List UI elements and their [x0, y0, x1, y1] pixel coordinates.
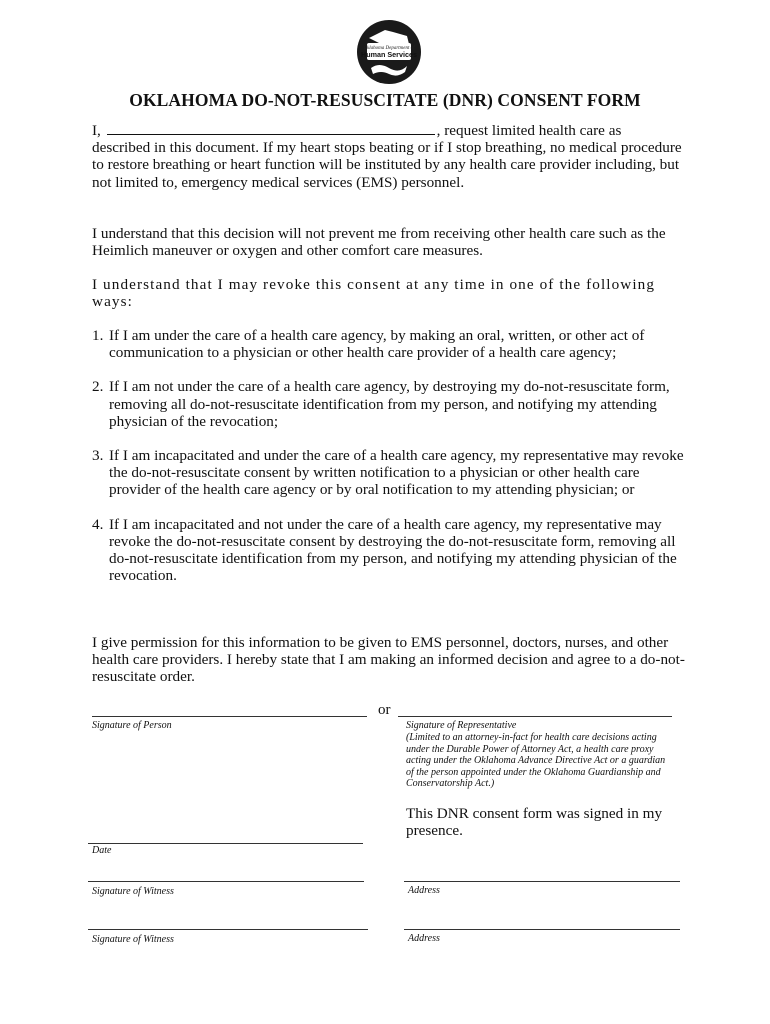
list-item-text: If I am under the care of a health care agency, by making an oral, written, or other act of communication to a physician or other health care provider of a health care agency; [109, 327, 645, 362]
representative-signature-line[interactable] [398, 716, 672, 717]
witness1-label: Signature of Witness [92, 886, 174, 897]
list-item [92, 516, 692, 585]
list-item-number: 4. [92, 515, 104, 533]
list-item-text: If I am incapacitated and not under the care of a health care agency, my representative may revoke the do-not-resuscitate consent by destroying the do-not-resuscitate form, removing all do-not-resuscitate identification from my person, and notifying my attending physician of the revocation. [109, 515, 677, 585]
form-title: OKLAHOMA DO-NOT-RESUSCITATE (DNR) CONSENT FORM [129, 90, 641, 110]
list-item-number: 2. [92, 378, 104, 396]
address2-line[interactable] [404, 929, 680, 930]
intro-first-line [92, 122, 692, 139]
list-item [92, 327, 692, 361]
list-item-text: If I am incapacitated and under the care of a health care agency, my representative may revoke the do-not-resuscitate consent by written notification to a physician or other health care provider of the health care agency or by oral notification to my attending physician; or [109, 447, 684, 499]
logo-text-main: Human Services [361, 50, 417, 59]
name-field[interactable] [107, 122, 435, 135]
representative-signature-label: Signature of Representative [406, 720, 517, 731]
list-item [92, 447, 692, 499]
list-item-number: 1. [92, 327, 104, 344]
witness2-label: Signature of Witness [92, 934, 174, 945]
representative-note: (Limited to an attorney-in-fact for health care decisions acting under the Durable Power of Attorney Act, a health care proxy acting under the Oklahoma Advance Directive Act or a guardian of the person appointed under the Oklahoma Guardianship and Conservatorship Act.) [406, 732, 666, 790]
revoke-paragraph: I understand that I may revoke this consent at any time in one of the following ways: [92, 276, 656, 311]
logo-text-top: Oklahoma Department of [363, 46, 415, 51]
date-label: Date [92, 845, 112, 856]
or-text: or [378, 702, 391, 718]
witness2-signature-line[interactable] [88, 929, 368, 930]
list-item-text: If I am not under the care of a health care agency, by destroying my do-not-resuscitate form, removing all do-not-resuscitate identification from my person, and notifying my attending physician of the revocation; [109, 378, 670, 430]
witness1-signature-line[interactable] [88, 881, 364, 882]
dhs-logo [355, 18, 423, 86]
comfort-care-paragraph: I understand that this decision will not prevent me from receiving other health care such as the Heimlich maneuver or oxygen and other comfort care measures. [92, 225, 666, 260]
intro-prefix: I, [92, 122, 101, 139]
intro-suffix: , request limited health care as [436, 122, 622, 139]
permission-paragraph: I give permission for this information to be given to EMS personnel, doctors, nurses, and other health care providers. I hereby state that I am making an informed decision and agree to a do-not-resuscitate order. [92, 634, 685, 686]
list-item [92, 378, 692, 430]
address1-label: Address [408, 885, 440, 896]
person-signature-label: Signature of Person [92, 720, 172, 731]
intro-rest: described in this document. If my heart stops beating or if I stop breathing, no medical procedure to restore breathing or heart function will be instituted by any health care provider including, but not limited to, emergency medical services (EMS) personnel. [92, 139, 682, 191]
intro-paragraph [92, 122, 692, 191]
list-item-number: 3. [92, 447, 104, 465]
revocation-list [92, 327, 692, 584]
witness-statement: This DNR consent form was signed in my presence. [406, 805, 663, 840]
date-line[interactable] [88, 843, 363, 844]
address2-label: Address [408, 933, 440, 944]
address1-line[interactable] [404, 881, 680, 882]
person-signature-line[interactable] [92, 716, 367, 717]
